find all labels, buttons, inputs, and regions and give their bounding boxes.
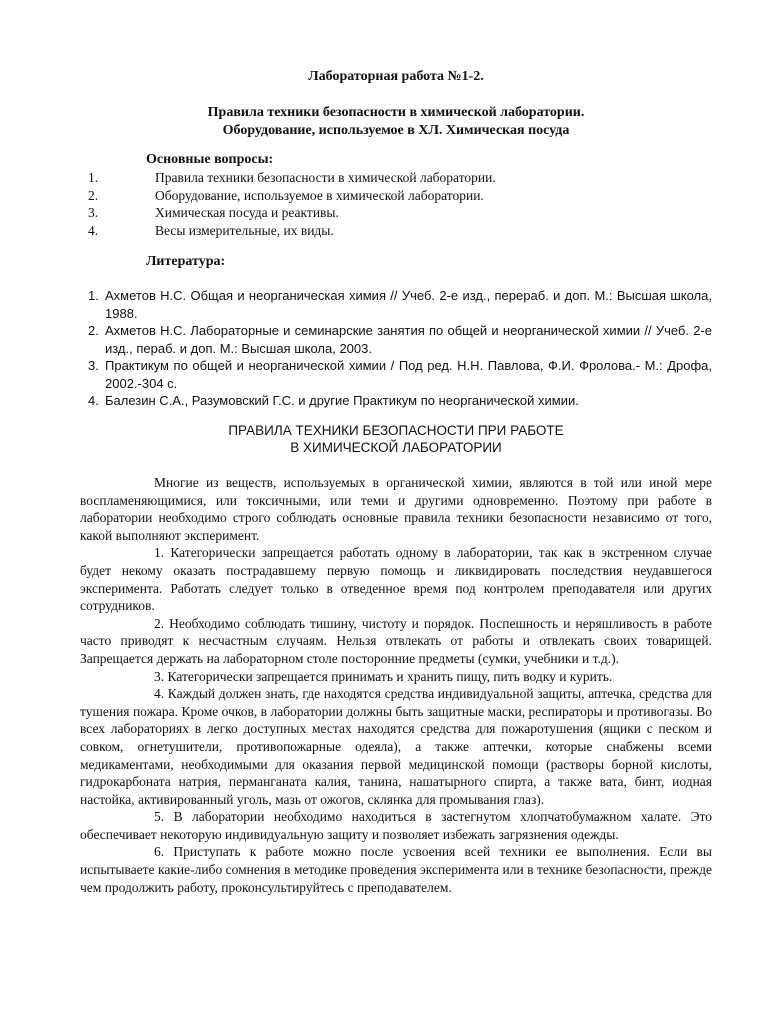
- list-item: [80, 169, 712, 187]
- list-item: [80, 287, 712, 322]
- questions-heading: Основные вопросы:: [146, 152, 274, 167]
- list-item: [80, 357, 712, 392]
- item-number: 2.: [88, 187, 99, 203]
- subtitle-line-1: Правила техники безопасности в химической лаборатории.: [207, 105, 585, 120]
- item-number: 2.: [88, 323, 99, 338]
- paragraph: Многие из веществ, используемых в органической химии, являются в той или иной мере воспламеняющимися, или токсичными, или теми и другими одновременно. Поэтому при работе в лаборатории необходимо строго соблюдать основные правила техники безопасности независимо от того, какой выполняют эксперимент.: [80, 475, 712, 543]
- item-text: Весы измерительные, их виды.: [155, 222, 334, 238]
- document-subtitle: [80, 104, 712, 140]
- item-text: Правила техники безопасности в химической лаборатории.: [155, 170, 496, 185]
- item-text: Практикум по общей и неорганической химии / Под ред. Н.Н. Павлова, Ф.И. Фролова.- М.: Дрофа, 2002.-304 с.: [105, 358, 712, 391]
- paragraph: 1. Категорически запрещается работать одному в лаборатории, так как в экстренном случае будет некому оказать пострадавшему первую помощь и ликвидировать последствия неудавшегося эксперимента. Работать следует только в отведенное время под контролем преподавателя или других сотрудников.: [80, 545, 712, 614]
- section-title: [80, 422, 712, 456]
- paragraph: 5. В лаборатории необходимо находиться в застегнутом хлопчатобумажном халате. Это обеспечивает некоторую индивидуальную защиту и позволяет избежать загрязнения одежды.: [80, 809, 712, 842]
- item-text: Химическая посуда и реактивы.: [155, 205, 339, 220]
- paragraph: 2. Необходимо соблюдать тишину, чистоту и порядок. Поспешность и неряшливость в работе часто приводят к несчастным случаям. Нельзя отвлекать от работы и отвлекать своих товарищей. Запрещается держать на лабораторном столе посторонние предметы (сумки, учебники и т.д.).: [80, 615, 712, 666]
- section-title-line-1: ПРАВИЛА ТЕХНИКИ БЕЗОПАСНОСТИ ПРИ РАБОТЕ: [228, 423, 564, 438]
- item-text: Ахметов Н.С. Лабораторные и семинарские занятия по общей и неорганической химии // Учеб. 2-е изд., пераб. и доп. М.: Высшая школа, 2003.: [105, 323, 712, 356]
- paragraph: 4. Каждый должен знать, где находятся средства индивидуальной защиты, аптечка, средства для тушения пожара. Кроме очков, в лаборатории должны быть защитные маски, респираторы и противогазы. Во всех лабораториях в легко доступных местах находятся средства для пожаротушения (ящики с песком и совком, огнетушители, противопожарные одеяла), а также аптечки, которые снабжены всеми медикаментами, необходимыми для оказания первой медицинской помощи (растворы борной кислоты, гидрокарбоната натрия, перманганата калия, танина, нашатырного спирта, а также вата, бинт, иодная настойка, активированный уголь, мазь от ожогов, склянка для промывания глаз).: [80, 686, 712, 807]
- item-text: Оборудование, используемое в химической лаборатории.: [155, 187, 484, 203]
- paragraph: 3. Категорически запрещается принимать и хранить пищу, пить водку и курить.: [154, 668, 613, 684]
- item-number: 3.: [88, 358, 99, 373]
- list-item: [80, 187, 712, 205]
- questions-list: [80, 169, 712, 239]
- section-body: [80, 474, 712, 896]
- subtitle-line-2: Оборудование, используемое в ХЛ. Химическая посуда: [222, 123, 570, 138]
- list-item: [80, 322, 712, 357]
- document-title: Лабораторная работа №1-2.: [308, 69, 484, 84]
- section-title-line-2: В ХИМИЧЕСКОЙ ЛАБОРАТОРИИ: [290, 440, 502, 455]
- literature-heading: Литература:: [146, 254, 226, 269]
- list-item: [80, 392, 712, 410]
- item-text: Ахметов Н.С. Общая и неорганическая химия // Учеб. 2-е изд., перераб. и доп. М.: Высшая школа, 1988.: [105, 288, 712, 321]
- list-item: [80, 204, 712, 222]
- item-number: 4.: [88, 393, 99, 408]
- list-item: [80, 222, 712, 240]
- item-number: 1.: [88, 288, 99, 303]
- item-text: Балезин С.А., Разумовский Г.С. и другие Практикум по неорганической химии.: [105, 393, 579, 408]
- item-number: 3.: [88, 205, 99, 220]
- literature-list: [80, 287, 712, 410]
- paragraph: 6. Приступать к работе можно после усвоения всей техники ее выполнения. Если вы испытываете какие-либо сомнения в методике проведения эксперимента или в технике безопасности, прежде чем продолжить работу, проконсультируйтесь с преподавателем.: [80, 844, 712, 895]
- item-number: 1.: [88, 170, 99, 185]
- item-number: 4.: [88, 222, 99, 238]
